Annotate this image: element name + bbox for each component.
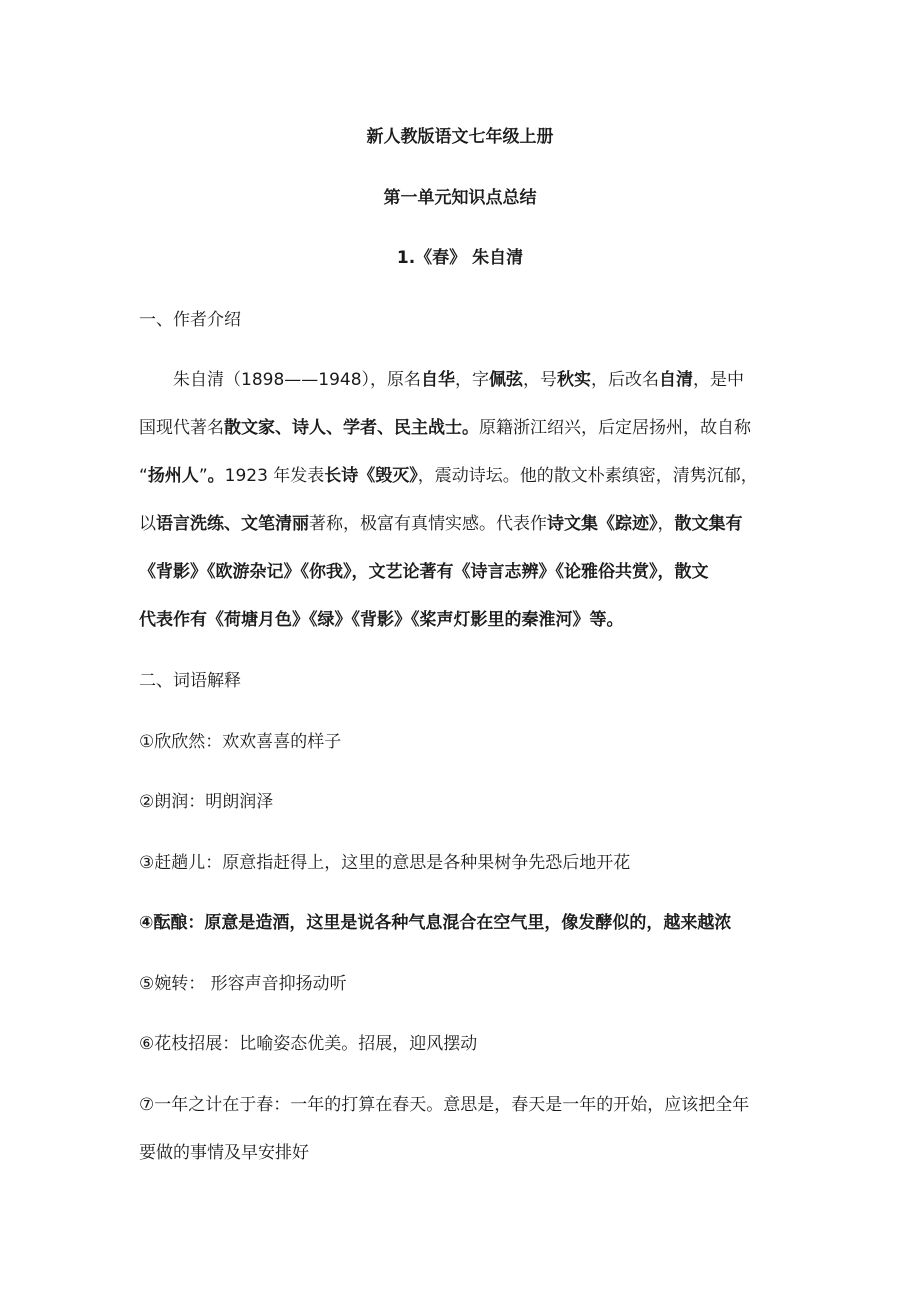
text-run-bold: 自华 — [421, 370, 456, 390]
text-run: 1923 年发表 — [224, 466, 325, 486]
document-subtitle: 第一单元知识点总结 — [383, 188, 537, 208]
text-run: ， — [657, 514, 675, 534]
text-run-bold: 《背影》《欧游杂记》《你我》，文艺论著有《诗言志辨》《论雅俗共赏》，散文 — [139, 562, 709, 582]
text-run-bold: 。 — [207, 466, 225, 486]
text-run: 国现代著名 — [139, 418, 224, 438]
text-run-bold: 长诗《毁灭》 — [324, 466, 418, 486]
text-run: ” — [198, 466, 208, 486]
text-run-bold: 佩弦 — [489, 370, 524, 390]
text-run: “ — [139, 466, 148, 486]
vocabulary-item-continuation: 要做的事情及早安排好 — [139, 1143, 309, 1163]
text-run-bold: 自清 — [659, 370, 694, 390]
vocabulary-item: ①欣欣然：欢欢喜喜的样子 — [139, 732, 342, 752]
text-run: ，震动诗坛。他的散文朴素缜密，清隽沉郁， — [417, 466, 758, 486]
vocabulary-item: ⑦一年之计在于春：一年的打算在春天。意思是，春天是一年的开始，应该把全年 — [139, 1095, 750, 1115]
section-heading-vocabulary: 二、词语解释 — [139, 671, 241, 691]
author-paragraph-line — [139, 368, 833, 392]
text-run: ，是中 — [693, 370, 745, 390]
text-run: 朱自清（1898——1948），原名 — [173, 370, 422, 390]
author-paragraph-line — [139, 464, 799, 488]
author-paragraph-line — [139, 560, 799, 584]
text-run-bold: 散文集有 — [674, 514, 743, 534]
text-run-bold: 语言洗练、文笔清丽 — [156, 514, 309, 534]
text-run-bold: 诗文集《踪迹》 — [547, 514, 658, 534]
vocabulary-item: ②朗润：明朗润泽 — [139, 792, 274, 812]
vocabulary-item: ③赶趟儿：原意指赶得上，这里的意思是各种果树争先恐后地开花 — [139, 853, 631, 873]
vocabulary-item: ⑥花枝招展：比喻姿态优美。招展，迎风摆动 — [139, 1034, 478, 1054]
text-run-bold: 代表作有《荷塘月色》《绿》《背影》《桨声灯影里的秦淮河》等。 — [139, 610, 624, 630]
text-run: ，后改名 — [591, 370, 660, 390]
author-paragraph-line — [139, 416, 799, 440]
document-title: 新人教版语文七年级上册 — [366, 127, 554, 147]
text-run-bold: 扬州人 — [147, 466, 199, 486]
author-paragraph-line — [139, 512, 799, 536]
text-run: 原籍浙江绍兴，后定居扬州，故自称 — [479, 418, 751, 438]
author-paragraph-line — [139, 608, 799, 632]
vocabulary-item: ⑤婉转： 形容声音抑扬动听 — [139, 974, 347, 994]
lesson-heading: 1.《春》 朱自清 — [396, 248, 524, 268]
section-heading-author: 一、作者介绍 — [139, 310, 241, 330]
vocabulary-item: ④酝酿：原意是造酒，这里是说各种气息混合在空气里，像发酵似的，越来越浓 — [139, 913, 732, 933]
text-run: 著称，极富有真情实感。代表作 — [309, 514, 547, 534]
text-run-bold: 秋实 — [557, 370, 592, 390]
text-run-bold: 散文家、诗人、学者、民主战士。 — [224, 418, 479, 438]
text-run: ，字 — [455, 370, 490, 390]
text-run: 以 — [139, 514, 156, 534]
text-run: ，号 — [523, 370, 558, 390]
